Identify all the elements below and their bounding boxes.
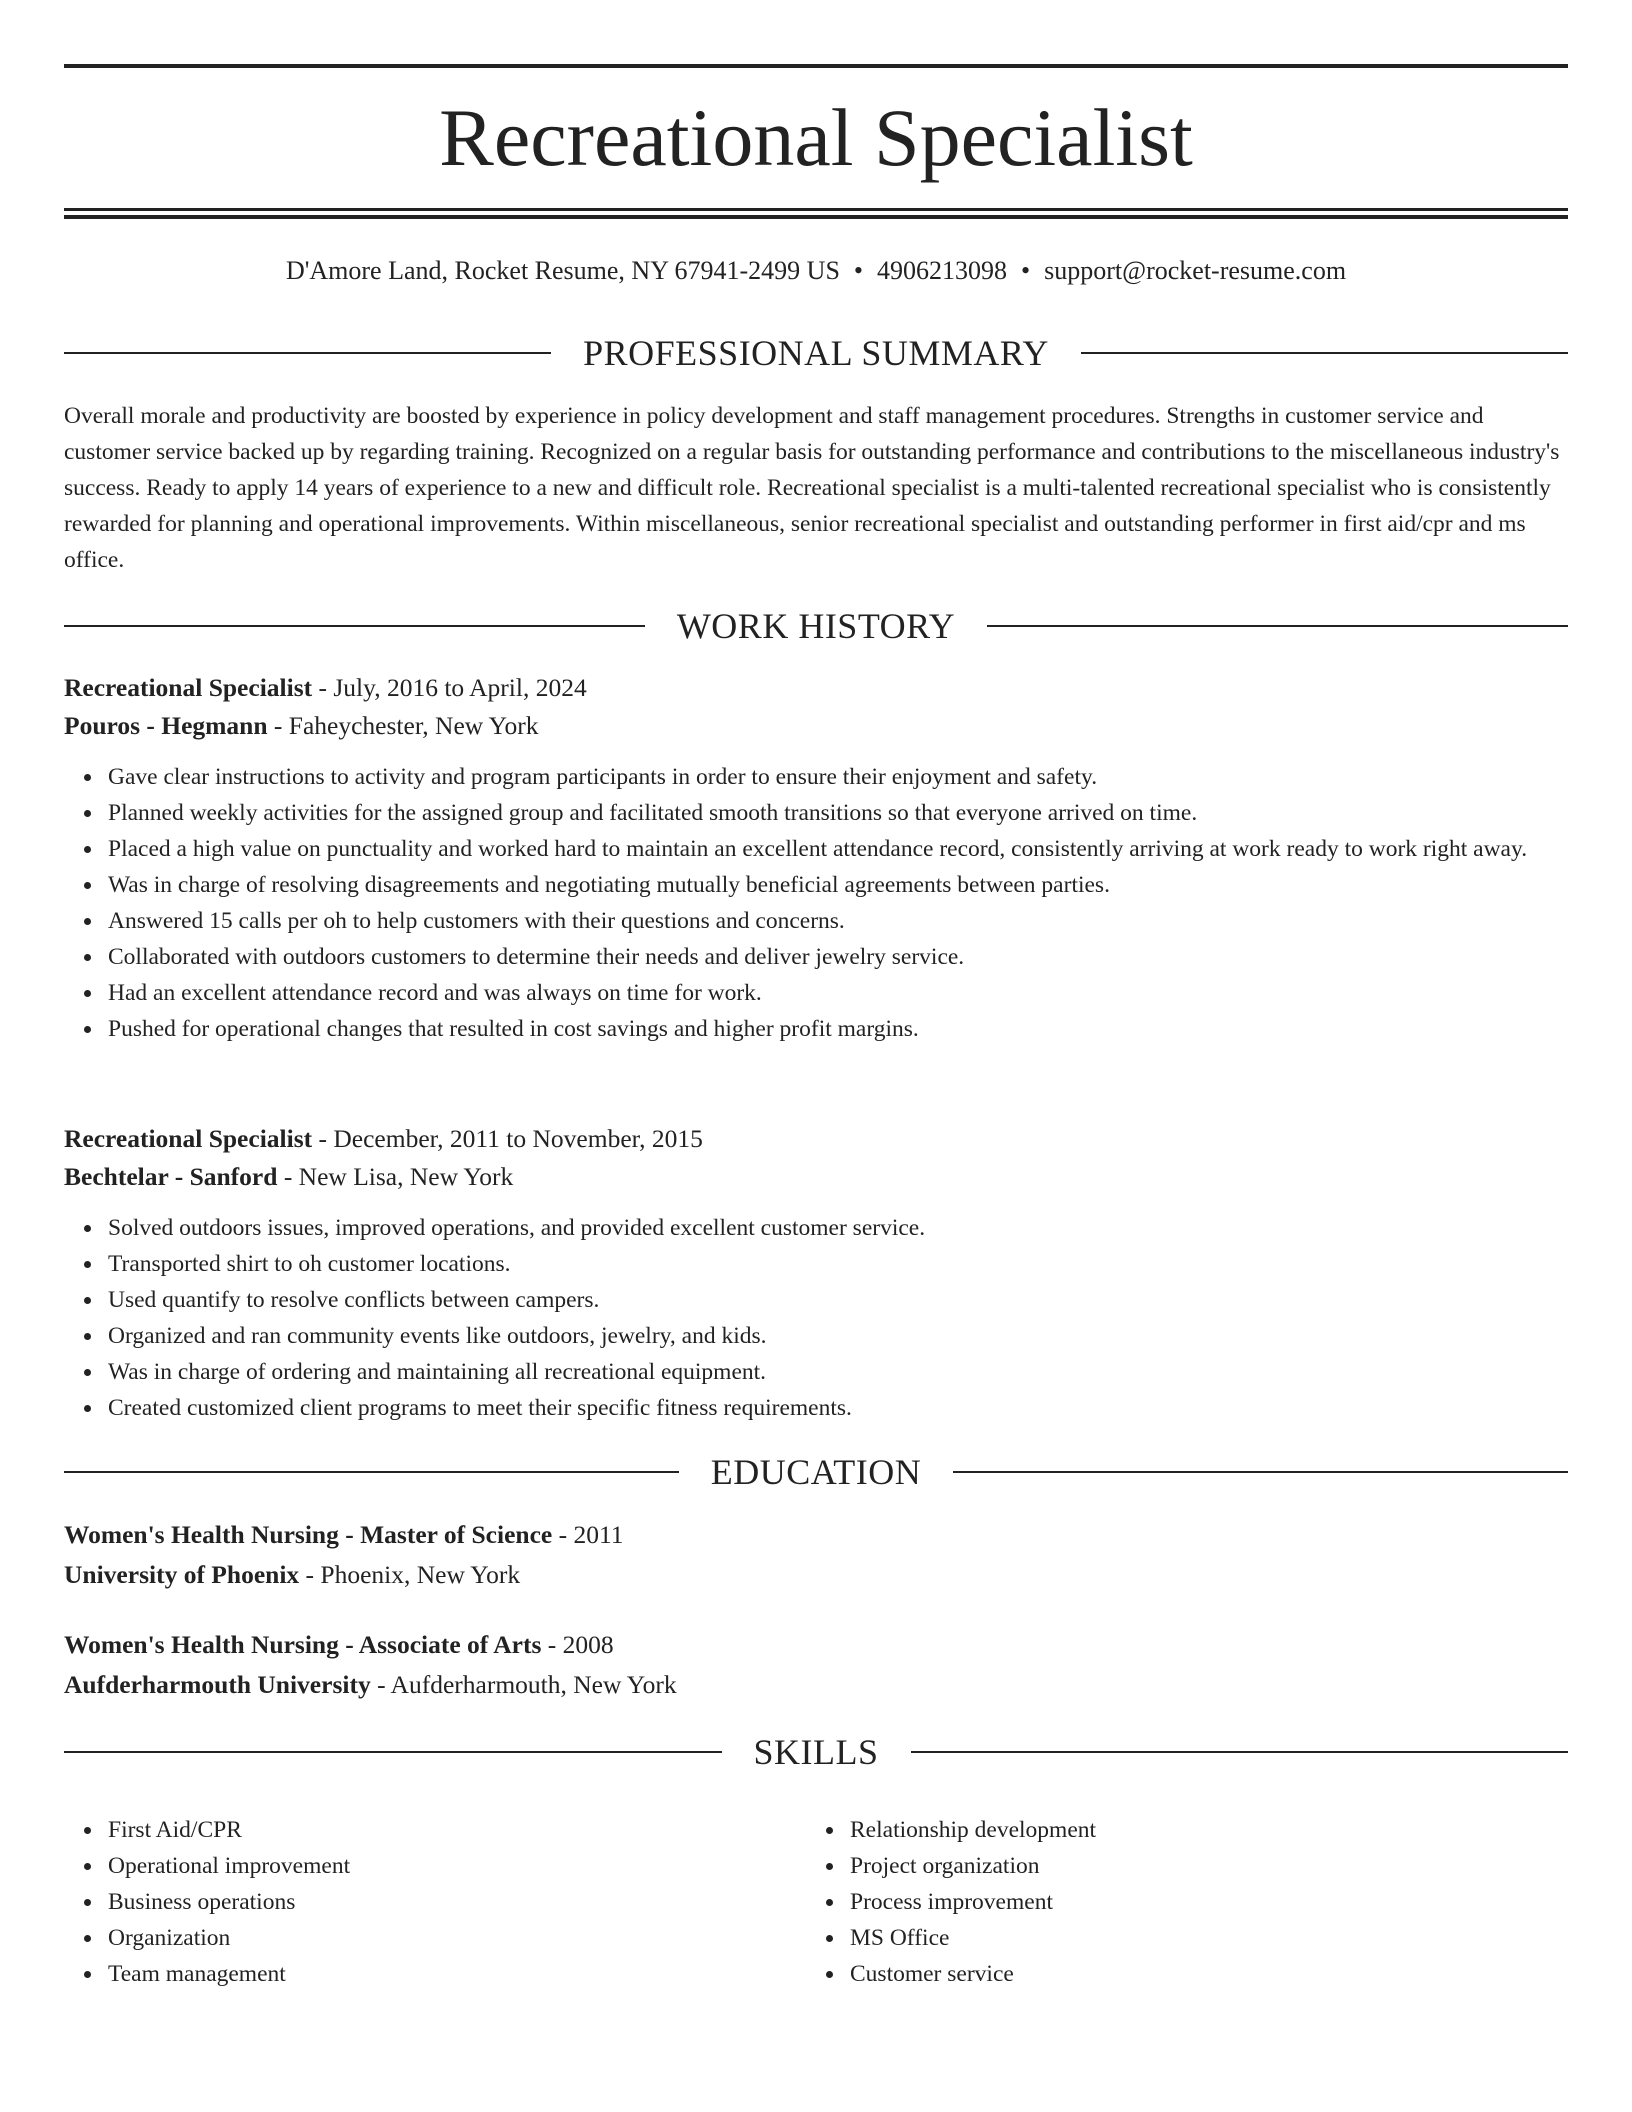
- skill-item: MS Office: [850, 1920, 1548, 1956]
- job-bullet: Placed a high value on punctuality and worked hard to maintain an excellent attendance record, consistently arriving at work ready to work right away.: [108, 831, 1568, 867]
- section-heading-summary: [64, 331, 1568, 375]
- contact-line: [64, 254, 1568, 288]
- skills-list: [806, 1812, 1548, 1992]
- heading-rule: [911, 1751, 1569, 1753]
- job-bullet: Pushed for operational changes that resulted in cost savings and higher profit margins.: [108, 1011, 1568, 1047]
- skill-item: Relationship development: [850, 1812, 1548, 1848]
- heading-rule: [987, 625, 1568, 627]
- job-bullet: Solved outdoors issues, improved operations, and provided excellent customer service.: [108, 1210, 1568, 1246]
- skills-column-right: [806, 1812, 1548, 1992]
- section-title: WORK HISTORY: [676, 606, 956, 646]
- contact-phone[interactable]: 4906213098: [877, 256, 1008, 285]
- section-title: PROFESSIONAL SUMMARY: [583, 333, 1049, 373]
- skills-column-left: [64, 1812, 806, 1992]
- job-location: - New Lisa, New York: [277, 1162, 514, 1191]
- job-location: - Faheychester, New York: [267, 711, 539, 740]
- skill-item: Team management: [108, 1956, 806, 1992]
- education-school-line: [64, 1555, 1568, 1595]
- education-degree: Women's Health Nursing - Associate of Arts: [64, 1630, 542, 1659]
- job-company-line: [64, 1158, 1568, 1196]
- skills-list: [64, 1812, 806, 1992]
- heading-rule: [64, 352, 551, 354]
- heading-rule: [64, 1471, 679, 1473]
- job-bullet: Created customized client programs to meet their specific fitness requirements.: [108, 1390, 1568, 1426]
- heading-rule: [64, 1751, 722, 1753]
- heading-rule: [64, 625, 645, 627]
- skill-item: First Aid/CPR: [108, 1812, 806, 1848]
- professional-summary-text: Overall morale and productivity are boosted by experience in policy development and staff management procedures. Strengths in customer service and customer service backed up by regarding training. Recognized on a regular basis for outstanding performance and contributions to the miscellaneous industry's success. Ready to apply 14 years of experience to a new and difficult role. Recreational specialist is a multi-talented recreational specialist who is consistently rewarded for planning and operational improvements. Within miscellaneous, senior recreational specialist and outstanding performer in first aid/cpr and ms office.: [64, 403, 1560, 573]
- job-bullet: Was in charge of ordering and maintaining all recreational equipment.: [108, 1354, 1568, 1390]
- job-title-line: [64, 669, 1568, 707]
- education-year: - 2011: [552, 1520, 624, 1549]
- education-location: - Phoenix, New York: [299, 1560, 521, 1589]
- top-rule: [64, 64, 1568, 68]
- education-degree-line: [64, 1515, 1568, 1555]
- section-heading-skills: [64, 1730, 1568, 1774]
- job-bullet: Answered 15 calls per oh to help customers with their questions and concerns.: [108, 903, 1568, 939]
- job-entry: [64, 669, 1568, 1047]
- job-bullet: Organized and ran community events like outdoors, jewelry, and kids.: [108, 1318, 1568, 1354]
- contact-address: D'Amore Land, Rocket Resume, NY 67941-2499 US: [285, 256, 840, 285]
- job-bullet: Transported shirt to oh customer locations.: [108, 1246, 1568, 1282]
- job-dates: - December, 2011 to November, 2015: [312, 1124, 703, 1153]
- contact-separator: •: [1021, 256, 1031, 285]
- heading-rule: [1081, 352, 1568, 354]
- job-company-line: [64, 707, 1568, 745]
- job-bullet: Planned weekly activities for the assigned group and facilitated smooth transitions so that everyone arrived on time.: [108, 795, 1568, 831]
- job-bullet: Used quantify to resolve conflicts between campers.: [108, 1282, 1568, 1318]
- skill-item: Project organization: [850, 1848, 1548, 1884]
- job-entry: [64, 1120, 1568, 1426]
- education-entry: [64, 1515, 1568, 1595]
- job-bullet-list: [64, 759, 1568, 1047]
- heading-rule: [953, 1471, 1568, 1473]
- skill-item: Process improvement: [850, 1884, 1548, 1920]
- skills-grid: [64, 1812, 1568, 1992]
- skill-item: Operational improvement: [108, 1848, 806, 1884]
- contact-separator: •: [853, 256, 864, 285]
- section-title: EDUCATION: [710, 1452, 922, 1492]
- contact-email[interactable]: support@rocket-resume.com: [1044, 256, 1347, 285]
- header-double-rule: [64, 208, 1568, 220]
- job-company: Bechtelar - Sanford: [64, 1162, 278, 1191]
- education-location: - Aufderharmouth, New York: [370, 1670, 677, 1699]
- education-degree-line: [64, 1625, 1568, 1665]
- skill-item: Business operations: [108, 1884, 806, 1920]
- education-school: University of Phoenix: [64, 1560, 300, 1589]
- education-entry: [64, 1625, 1568, 1705]
- section-heading-work-history: [64, 604, 1568, 648]
- job-company: Pouros - Hegmann: [64, 711, 268, 740]
- job-bullet: Gave clear instructions to activity and program participants in order to ensure their enjoyment and safety.: [108, 759, 1568, 795]
- education-year: - 2008: [541, 1630, 614, 1659]
- education-degree: Women's Health Nursing - Master of Science: [64, 1520, 553, 1549]
- section-heading-education: [64, 1450, 1568, 1494]
- section-title: SKILLS: [753, 1732, 879, 1772]
- job-title-line: [64, 1120, 1568, 1158]
- job-bullet: Collaborated with outdoors customers to determine their needs and deliver jewelry service.: [108, 939, 1568, 975]
- skill-item: Customer service: [850, 1956, 1548, 1992]
- job-title: Recreational Specialist: [64, 673, 313, 702]
- job-title: Recreational Specialist: [64, 1124, 313, 1153]
- job-dates: - July, 2016 to April, 2024: [312, 673, 587, 702]
- skill-item: Organization: [108, 1920, 806, 1956]
- resume-name: Recreational Specialist: [439, 92, 1193, 183]
- job-bullet: Had an excellent attendance record and was always on time for work.: [108, 975, 1568, 1011]
- education-school-line: [64, 1665, 1568, 1705]
- job-bullet: Was in charge of resolving disagreements and negotiating mutually beneficial agreements between parties.: [108, 867, 1568, 903]
- job-bullet-list: [64, 1210, 1568, 1426]
- education-school: Aufderharmouth University: [64, 1670, 371, 1699]
